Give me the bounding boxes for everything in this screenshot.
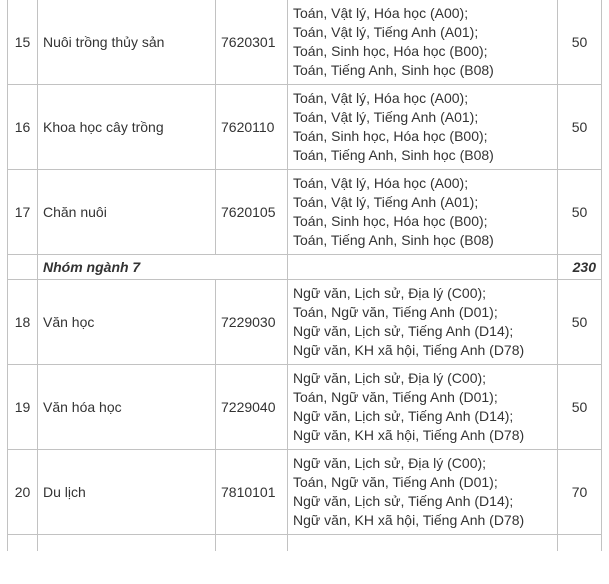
quota: 50 — [558, 85, 602, 170]
subject-combination: Ngữ văn, KH xã hội, Tiếng Anh (D78) — [293, 427, 525, 443]
subject-combination: Toán, Vật lý, Tiếng Anh (A01); — [293, 109, 479, 125]
major-code: 7620301 — [216, 0, 288, 85]
major-name: Nuôi trồng thủy sản — [38, 0, 216, 85]
admissions-table — [7, 0, 602, 551]
subject-combination: Toán, Sinh học, Hóa học (B00); — [293, 43, 488, 59]
subject-combination: Ngữ văn, Lịch sử, Tiếng Anh (D14); — [293, 493, 514, 509]
subject-combination: Ngữ văn, Lịch sử, Địa lý (C00); — [293, 370, 487, 386]
row-number: 18 — [8, 280, 38, 365]
table-row — [8, 365, 602, 450]
major-code: 7229030 — [216, 280, 288, 365]
group-row — [8, 255, 602, 280]
table-row — [8, 85, 602, 170]
subject-combination: Ngữ văn, Lịch sử, Tiếng Anh (D14); — [293, 408, 514, 424]
major-code: 7620110 — [216, 85, 288, 170]
subject-combination: Toán, Tiếng Anh, Sinh học (B08) — [293, 232, 494, 248]
subject-combination: Ngữ văn, Lịch sử, Địa lý (C00); — [293, 285, 487, 301]
quota: 50 — [558, 0, 602, 85]
subject-combinations — [288, 0, 558, 85]
group-total: 230 — [558, 255, 602, 280]
subject-combinations — [288, 280, 558, 365]
table-row — [8, 450, 602, 535]
major-code: 7810101 — [216, 450, 288, 535]
subject-combination: Toán, Vật lý, Hóa học (A00); — [293, 90, 469, 106]
subject-combination: Toán, Tiếng Anh, Sinh học (B08) — [293, 147, 494, 163]
major-code — [216, 535, 288, 552]
table-row — [8, 0, 602, 85]
subject-combinations — [288, 85, 558, 170]
table-row-partial — [8, 535, 602, 552]
group-title: Nhóm ngành 7 — [38, 255, 288, 280]
major-name: Chăn nuôi — [38, 170, 216, 255]
major-name: Du lịch — [38, 450, 216, 535]
subject-combination: Ngữ văn, Lịch sử, Địa lý (C00); — [293, 455, 487, 471]
major-code: 7229040 — [216, 365, 288, 450]
major-name: Khoa học cây trồng — [38, 85, 216, 170]
major-name: Văn hóa học — [38, 365, 216, 450]
row-number: 16 — [8, 85, 38, 170]
subject-combination: Ngữ văn, KH xã hội, Tiếng Anh (D78) — [293, 512, 525, 528]
table-row — [8, 280, 602, 365]
quota: 50 — [558, 170, 602, 255]
quota: 50 — [558, 280, 602, 365]
row-number: 20 — [8, 450, 38, 535]
admissions-table-body — [8, 0, 602, 551]
row-number: 19 — [8, 365, 38, 450]
group-number-cell — [8, 255, 38, 280]
quota: 70 — [558, 450, 602, 535]
row-number: 17 — [8, 170, 38, 255]
subject-combination: Toán, Sinh học, Hóa học (B00); — [293, 213, 488, 229]
quota: 50 — [558, 365, 602, 450]
subject-combination: Ngữ văn, KH xã hội, Tiếng Anh (D78) — [293, 342, 525, 358]
row-number — [8, 535, 38, 552]
group-combinations-cell — [288, 255, 558, 280]
subject-combination: Toán, Vật lý, Tiếng Anh (A01); — [293, 194, 479, 210]
subject-combinations — [288, 170, 558, 255]
subject-combination: Toán, Sinh học, Hóa học (B00); — [293, 128, 488, 144]
subject-combination: Toán, Vật lý, Tiếng Anh (A01); — [293, 24, 479, 40]
major-code: 7620105 — [216, 170, 288, 255]
table-row — [8, 170, 602, 255]
subject-combination: Toán, Tiếng Anh, Sinh học (B08) — [293, 62, 494, 78]
major-name: Văn học — [38, 280, 216, 365]
subject-combinations — [288, 535, 558, 552]
subject-combination: Toán, Vật lý, Hóa học (A00); — [293, 175, 469, 191]
major-name — [38, 535, 216, 552]
subject-combination: Toán, Ngữ văn, Tiếng Anh (D01); — [293, 474, 498, 490]
subject-combination: Toán, Ngữ văn, Tiếng Anh (D01); — [293, 304, 498, 320]
row-number: 15 — [8, 0, 38, 85]
quota — [558, 535, 602, 552]
subject-combination: Toán, Vật lý, Hóa học (A00); — [293, 5, 469, 21]
subject-combination: Toán, Ngữ văn, Tiếng Anh (D01); — [293, 389, 498, 405]
subject-combinations — [288, 450, 558, 535]
subject-combinations — [288, 365, 558, 450]
subject-combination: Ngữ văn, Lịch sử, Tiếng Anh (D14); — [293, 323, 514, 339]
